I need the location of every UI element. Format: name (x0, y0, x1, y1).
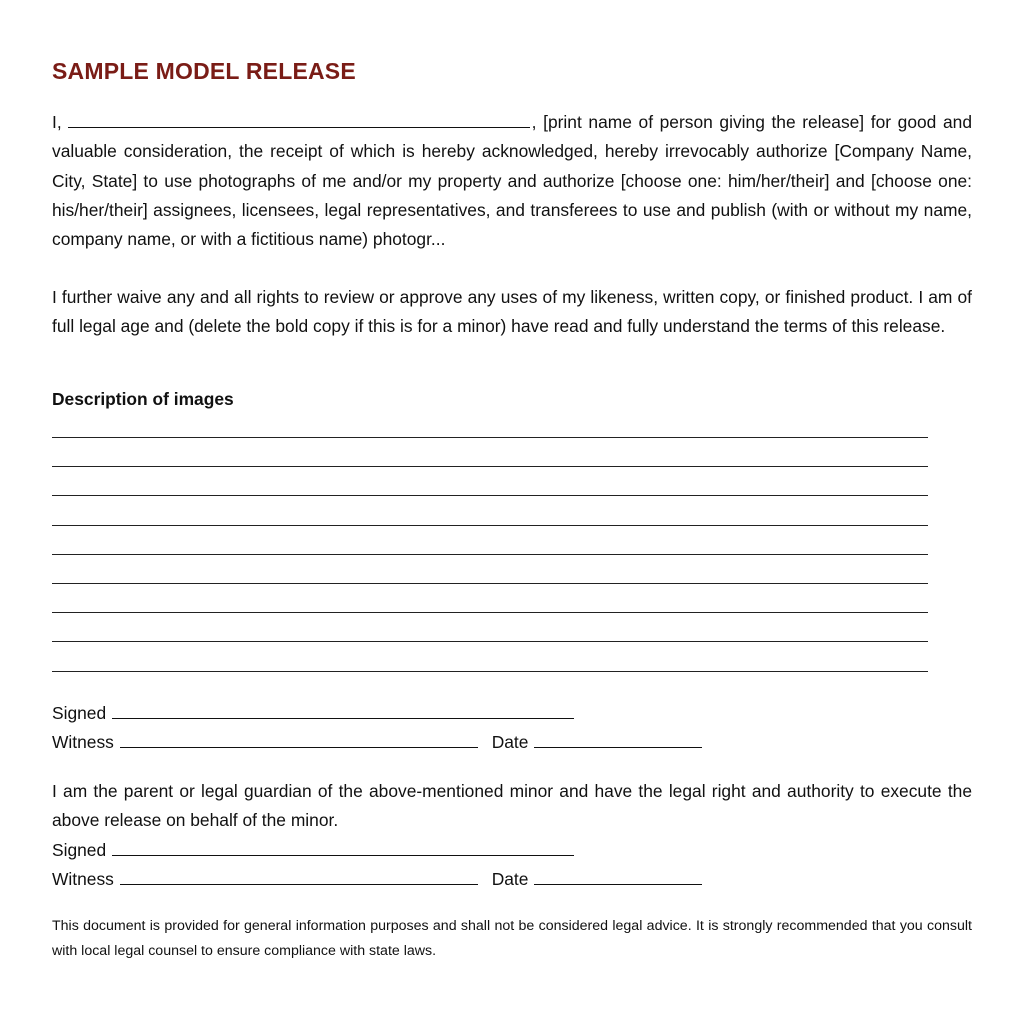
intro-paragraph (52, 108, 972, 254)
witness-label: Witness (52, 732, 114, 752)
description-line[interactable] (52, 495, 928, 496)
witness-line[interactable] (120, 731, 478, 748)
witness-row (52, 731, 702, 753)
description-line[interactable] (52, 671, 928, 672)
legal-footnote: This document is provided for general information purposes and shall not be considered legal advice. It is strongly recommended that you consult with local legal counsel to ensure compliance with state laws. (52, 918, 972, 959)
name-blank-line[interactable] (68, 110, 530, 128)
guardian-signed-line[interactable] (112, 839, 574, 856)
description-line[interactable] (52, 583, 928, 584)
date-line[interactable] (534, 731, 702, 748)
signed-label: Signed (52, 703, 107, 723)
description-line[interactable] (52, 437, 928, 438)
guardian-signed-label: Signed (52, 840, 107, 860)
document-title: SAMPLE MODEL RELEASE (52, 58, 356, 84)
guardian-date-label: Date (491, 869, 529, 889)
signed-row (52, 702, 574, 724)
guardian-witness-line[interactable] (120, 868, 478, 885)
description-line[interactable] (52, 554, 928, 555)
intro-prefix: I, (52, 112, 62, 132)
description-line[interactable] (52, 641, 928, 642)
guardian-signed-row (52, 839, 574, 861)
description-line[interactable] (52, 466, 928, 467)
description-line[interactable] (52, 612, 928, 613)
guardian-date-line[interactable] (534, 868, 702, 885)
description-heading: Description of images (52, 389, 234, 409)
guardian-witness-label: Witness (52, 869, 114, 889)
waiver-paragraph: I further waive any and all rights to review or approve any uses of my likeness, written copy, or finished product. I am of full legal age and (delete the bold copy if this is for a minor) have read and fully understand the terms of this release. (52, 287, 972, 337)
description-lines[interactable] (52, 437, 928, 700)
signed-line[interactable] (112, 702, 574, 719)
guardian-paragraph: I am the parent or legal guardian of the above-mentioned minor and have the legal right and authority to execute the above release on behalf of the minor. (52, 781, 972, 831)
date-label: Date (491, 732, 529, 752)
guardian-witness-row (52, 868, 702, 890)
description-line[interactable] (52, 525, 928, 526)
intro-body: , [print name of person giving the release] for good and valuable consideration, the receipt of which is hereby acknowledged, hereby irrevocably authorize [Company Name, City, State] to use photographs of me and/or my property and authorize [choose one: him/her/their] and [choose one: his/her/their] assignees, licensees, legal representatives, and transferees to use and publish (with or without my name, company name, or with a fictitious name) photogr... (52, 112, 972, 250)
